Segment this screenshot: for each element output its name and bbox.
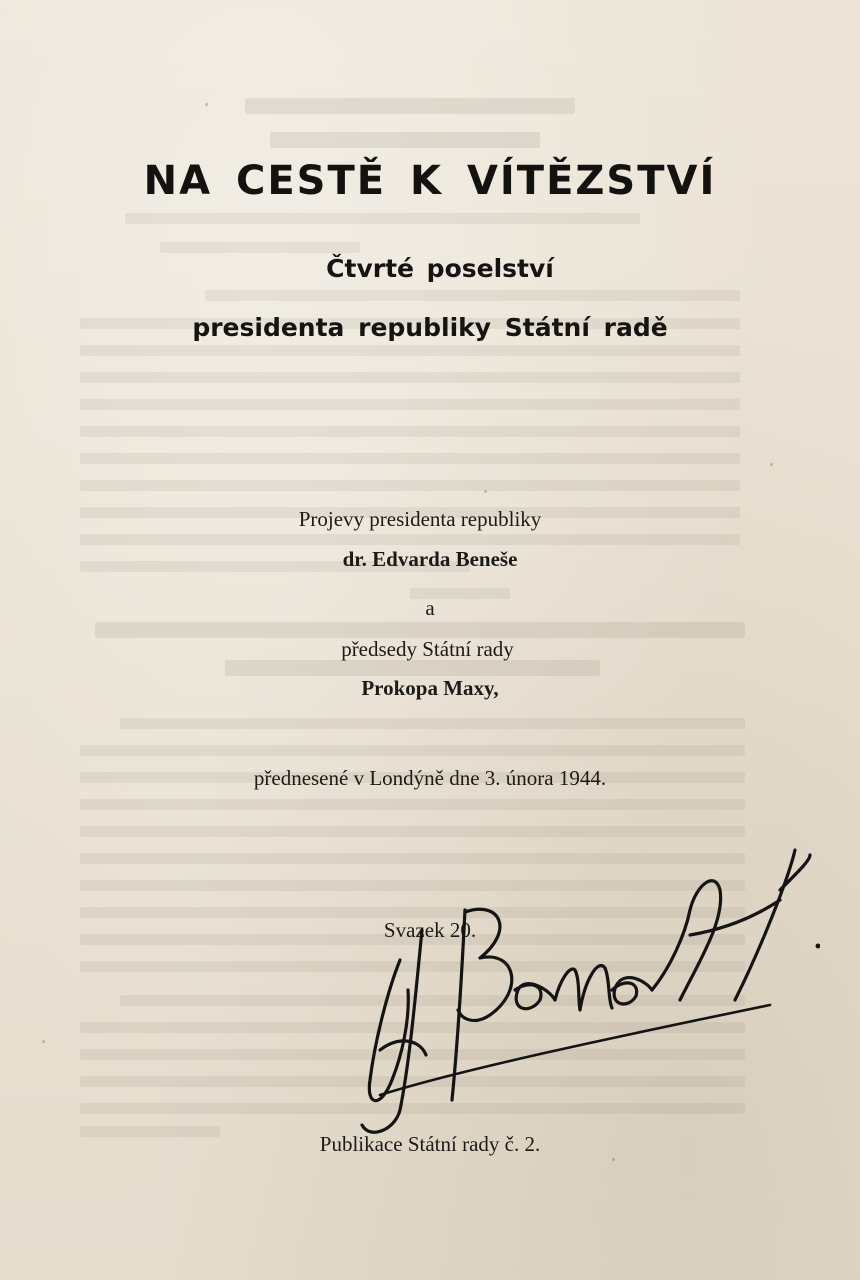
book-title: NA CESTĚ K VÍTĚZSTVÍ (143, 158, 717, 204)
paper-speck (42, 1040, 45, 1043)
conjunction: a (425, 596, 435, 620)
author-benes: dr. Edvarda Beneše (342, 547, 518, 571)
author2-role: předsedy Státní rady (341, 637, 514, 661)
paper-speck (770, 463, 773, 466)
series-note: Publikace Státní rady č. 2. (319, 1132, 541, 1156)
paper-speck (484, 490, 487, 493)
subtitle-line-2: presidenta republiky Státní radě (192, 313, 668, 342)
handwritten-signature (340, 840, 820, 1140)
delivery-note: přednesené v Londýně dne 3. února 1944. (253, 766, 607, 790)
volume-number: Svazek 20. (383, 918, 477, 942)
paper-speck (612, 1158, 615, 1161)
author-maxa: Prokopa Maxy, (361, 676, 499, 700)
subtitle-line-1: Čtvrté poselství (326, 254, 554, 283)
paper-speck (205, 103, 208, 106)
speeches-line: Projevy presidenta republiky (298, 507, 542, 531)
